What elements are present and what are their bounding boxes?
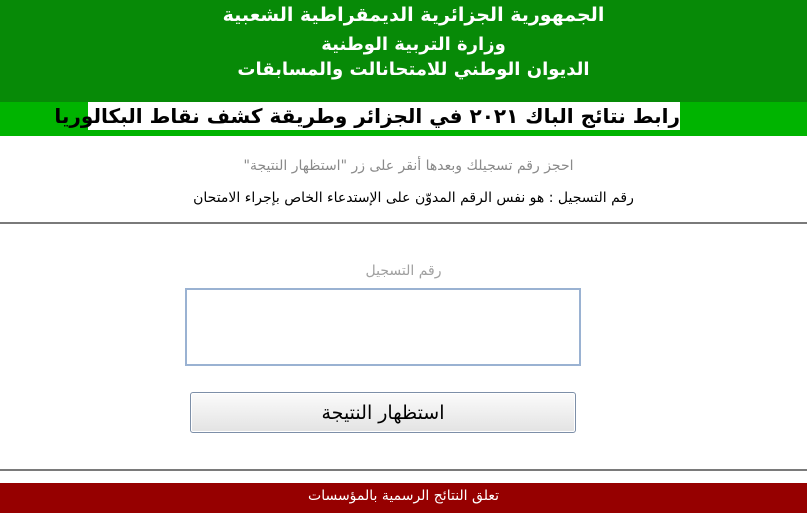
show-result-button[interactable]: استظهار النتيجة: [190, 392, 576, 433]
footer-text: تعلق النتائج الرسمية بالمؤسسات: [308, 488, 499, 504]
page-title: رابط نتائج الباك ٢٠٢١ في الجزائر وطريقة كشف نقاط البكالوريا: [54, 104, 680, 128]
republic-title: الجمهورية الجزائرية الديمقراطية الشعبية: [222, 4, 605, 26]
office-title: الديوان الوطني للامتحانالت والمسابقات: [237, 59, 590, 80]
divider-top: [0, 222, 807, 224]
instruction-text: احجز رقم تسجيلك وبعدها أنقر على زر "استظهار النتيجة": [243, 158, 574, 174]
ministry-title: وزارة التربية الوطنية: [321, 34, 506, 55]
registration-note: رقم التسجيل : هو نفس الرقم المدوّن على الإستدعاء الخاص بإجراء الامتحان: [193, 190, 634, 206]
registration-number-input[interactable]: [185, 288, 581, 366]
divider-bottom: [0, 469, 807, 471]
registration-label: رقم التسجيل: [365, 263, 442, 279]
